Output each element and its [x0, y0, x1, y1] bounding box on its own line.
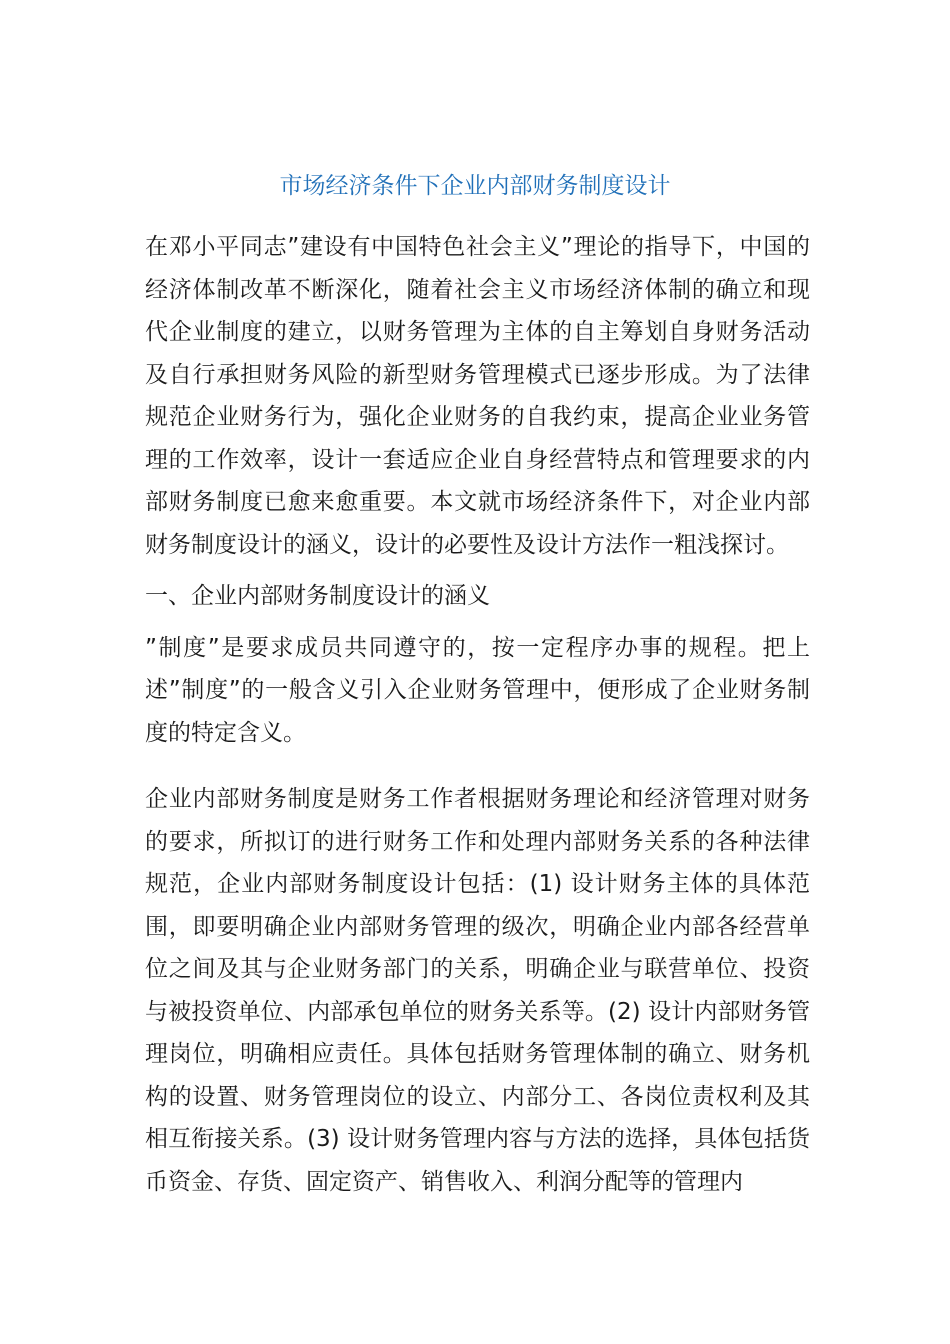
- paragraph-intro: 在邓小平同志”建设有中国特色社会主义”理论的指导下，中国的经济体制改革不断深化，随着社会主义市场经济体制的确立和现代企业制度的建立，以财务管理为主体的自主筹划自身财务活动及自行承担财务风险的新型财务管理模式已逐步形成。为了法律规范企业财务行为，强化企业财务的自我约束，提高企业业务管理的工作效率，设计一套适应企业自身经营特点和管理要求的内部财务制度已愈来愈重要。本文就市场经济条件下，对企业内部财务制度设计的涵义，设计的必要性及设计方法作一粗浅探讨。: [145, 234, 810, 558]
- section-heading-1: 一、企业内部财务制度设计的涵义: [145, 583, 490, 609]
- document-title: 市场经济条件下企业内部财务制度设计: [279, 173, 671, 199]
- paragraph-definition: ”制度”是要求成员共同遵守的，按一定程序办事的规程。把上述”制度”的一般含义引入企业财务管理中，便形成了企业财务制度的特定含义。: [145, 634, 810, 746]
- document-body: [145, 226, 810, 1203]
- paragraph-details: 企业内部财务制度是财务工作者根据财务理论和经济管理对财务的要求，所拟订的进行财务工作和处理内部财务关系的各种法律规范，企业内部财务制度设计包括：(1) 设计财务主体的具体范围，即要明确企业内部财务管理的级次，明确企业内部各经营单位之间及其与企业财务部门的关系，明确企业与联营单位、投资与被投资单位、内部承包单位的财务关系等。(2) 设计内部财务管理岗位，明确相应责任。具体包括财务管理体制的确立、财务机构的设置、财务管理岗位的设立、内部分工、各岗位责权利及其相互衔接关系。(3) 设计财务管理内容与方法的选择，具体包括货币资金、存货、固定资产、销售收入、利润分配等的管理内: [145, 786, 810, 1195]
